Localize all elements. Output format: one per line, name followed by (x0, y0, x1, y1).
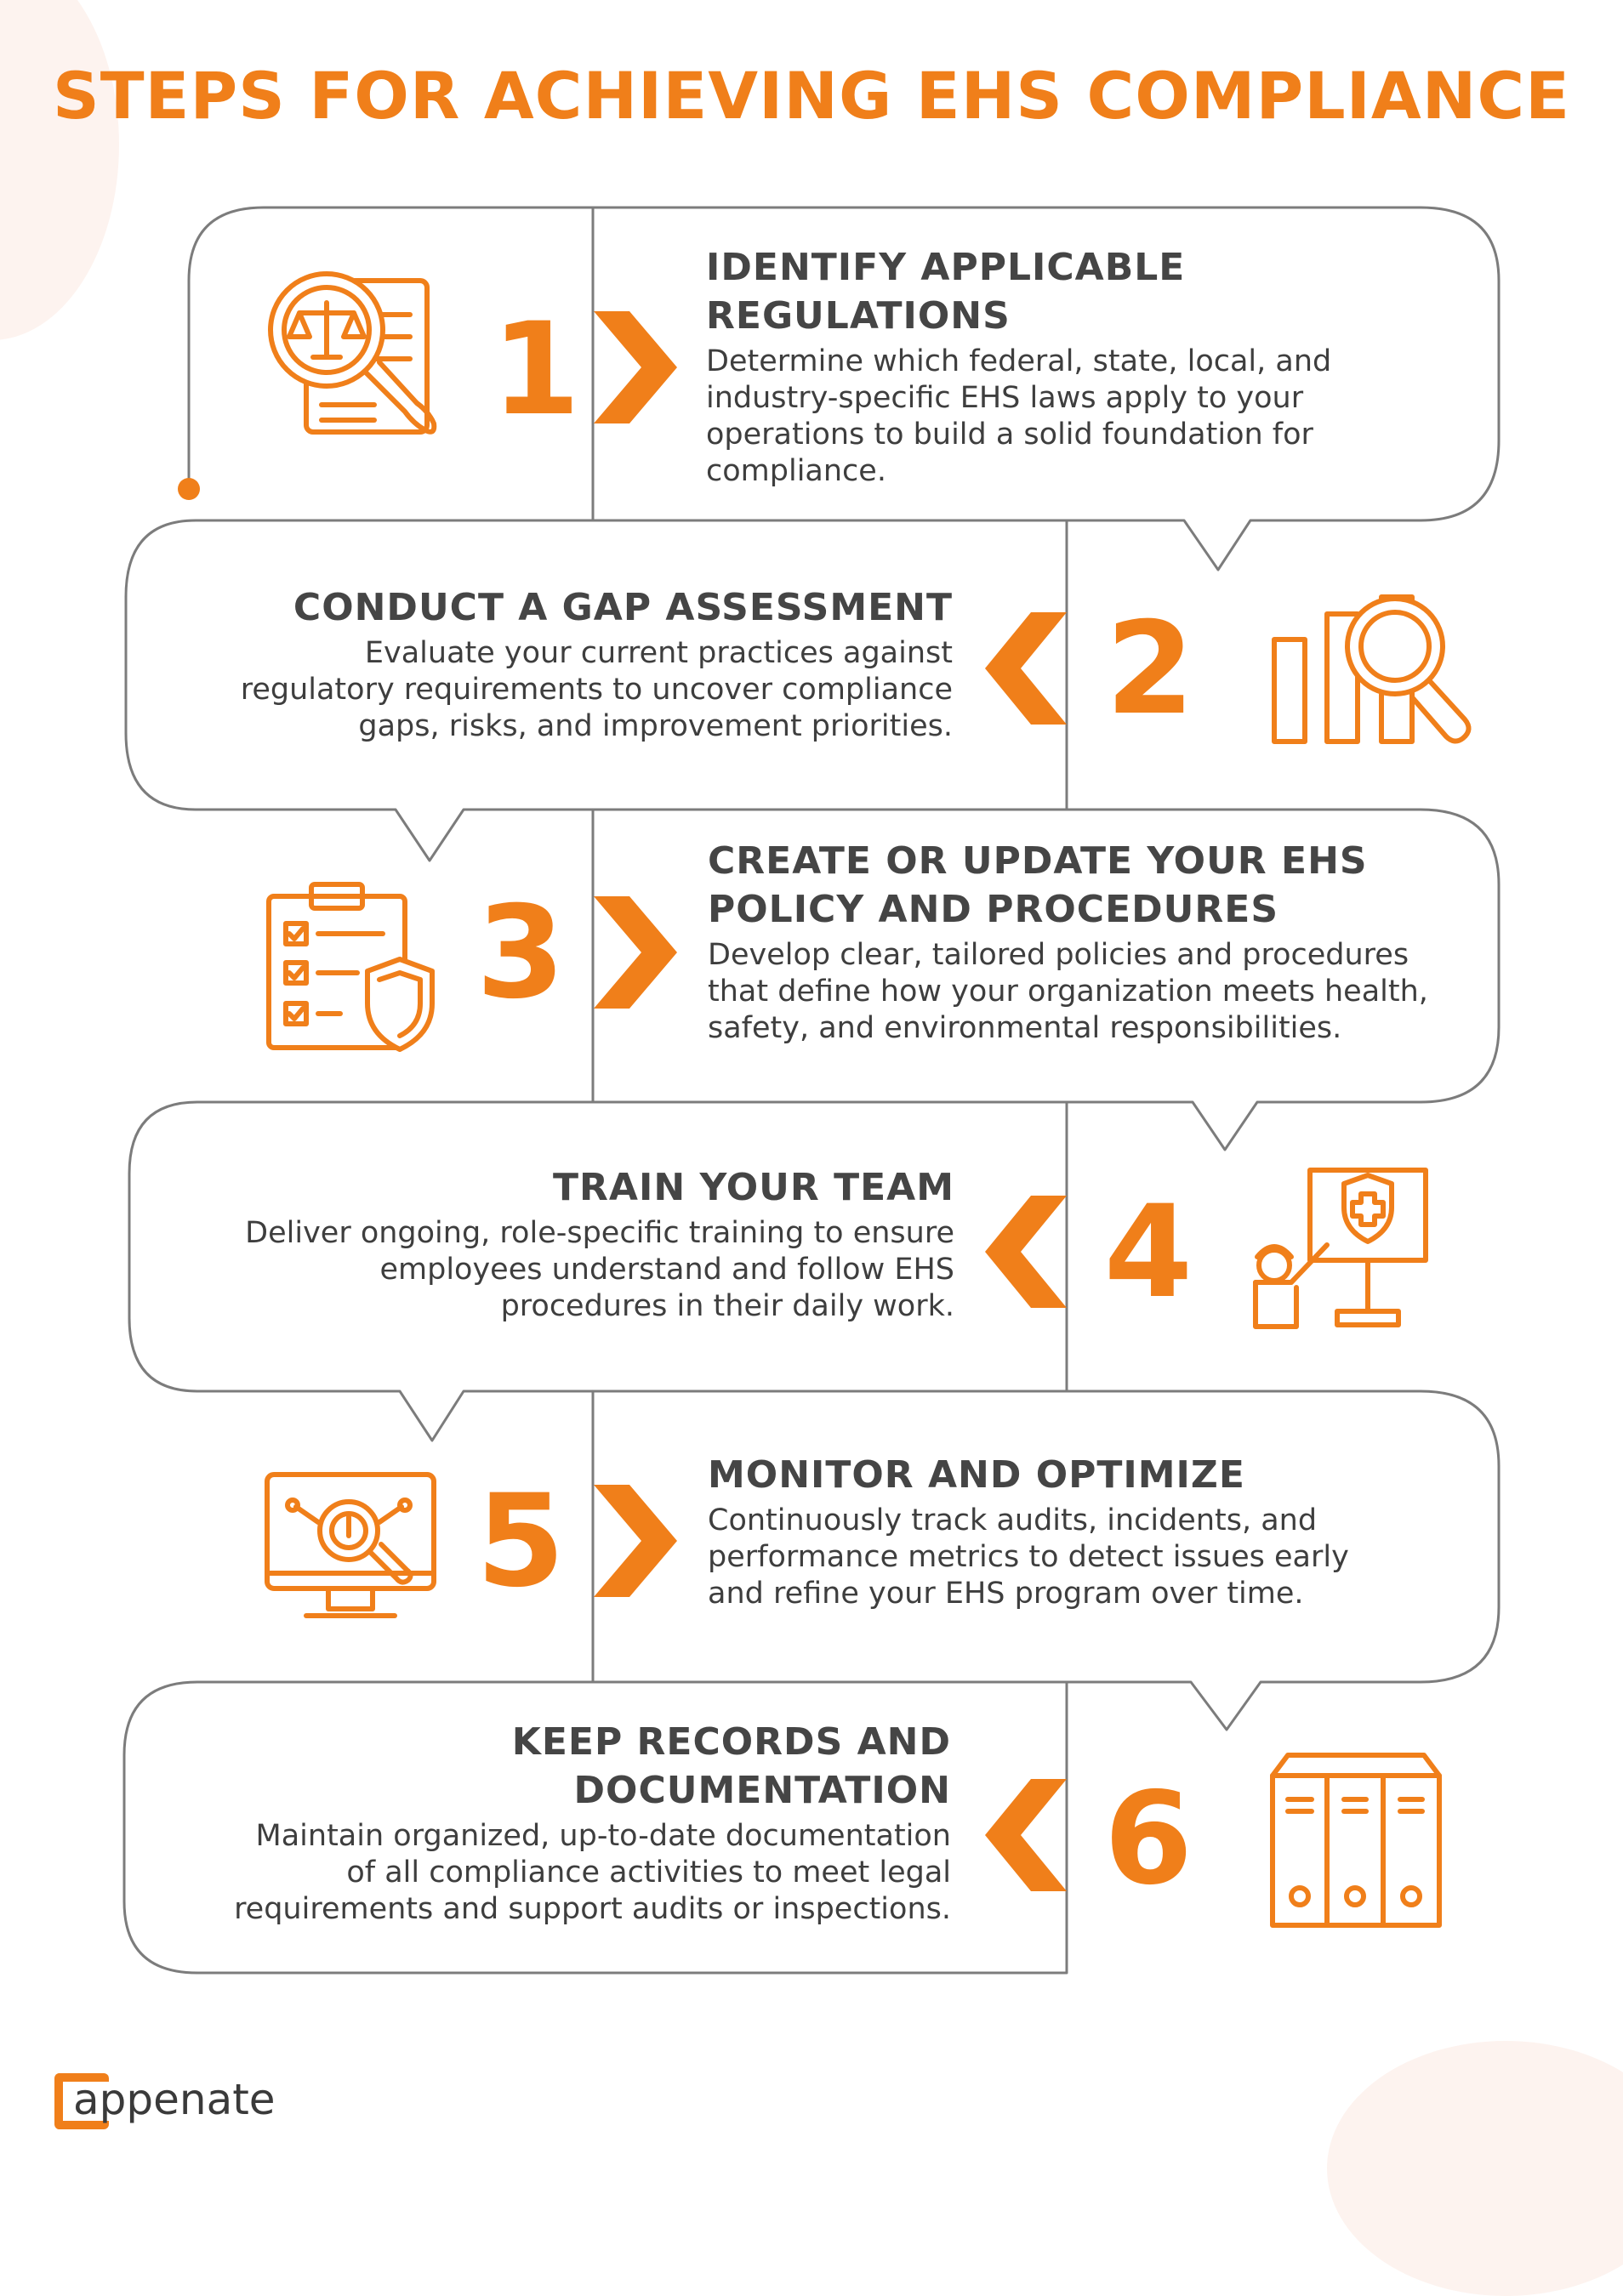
trainer-board-icon (1256, 1170, 1426, 1327)
monitor-magnifier-icon (267, 1475, 434, 1616)
step-number: 3 (476, 879, 566, 1027)
step-desc-line: industry-specific EHS laws apply to your (706, 381, 1304, 415)
step-desc-line: procedures in their daily work. (500, 1289, 954, 1323)
step-4-content (153, 1163, 954, 1325)
step-desc-line: Determine which federal, state, local, and (706, 344, 1332, 378)
step-number: 5 (476, 1468, 566, 1616)
step-title-line: DOCUMENTATION (573, 1769, 951, 1812)
step-3-content (708, 837, 1490, 1047)
step-desc-line: safety, and environmental responsibilities. (708, 1011, 1342, 1045)
brand-logo (51, 2061, 276, 2138)
step-desc-line: requirements and support audits or inspections. (234, 1892, 951, 1926)
step-number: 4 (1103, 1179, 1193, 1327)
step-title-line: MONITOR AND OPTIMIZE (708, 1453, 1245, 1497)
chevron-left-icon (985, 1779, 1067, 1891)
step-title-line: CONDUCT A GAP ASSESSMENT (293, 586, 953, 629)
step-title-line: IDENTIFY APPLICABLE (706, 246, 1186, 289)
clipboard-shield-icon (269, 884, 432, 1049)
step-desc-line: Maintain organized, up-to-date documentation (255, 1819, 951, 1853)
binders-icon (1273, 1755, 1439, 1925)
bar-chart-magnifier-icon (1274, 597, 1469, 742)
step-desc-line: Continuously track audits, incidents, and (708, 1503, 1318, 1537)
regulations-magnifier-icon (270, 274, 434, 432)
brand-name: appenate (73, 2075, 276, 2124)
step-desc-line: regulatory requirements to uncover compliance (240, 673, 953, 707)
chevron-right-icon (594, 311, 677, 423)
step-6-content (145, 1718, 951, 1928)
step-desc-line: gaps, risks, and improvement priorities. (358, 709, 953, 743)
step-2-content (153, 583, 953, 745)
step-desc-line: performance metrics to detect issues early (708, 1540, 1349, 1574)
chevron-right-icon (594, 896, 677, 1009)
step-number: 2 (1105, 595, 1195, 743)
step-title-line: TRAIN YOUR TEAM (553, 1166, 954, 1209)
chevron-left-icon (985, 612, 1067, 725)
chevron-right-icon (594, 1485, 677, 1597)
step-title-line: REGULATIONS (706, 294, 1011, 338)
step-desc-line: employees understand and follow EHS (379, 1253, 954, 1287)
step-title-line: CREATE OR UPDATE YOUR EHS (708, 839, 1368, 883)
step-desc-line: Deliver ongoing, role-specific training to ensure (245, 1216, 954, 1250)
chevron-left-icon (985, 1196, 1067, 1308)
step-number: 1 (491, 296, 581, 444)
step-desc-line: operations to build a solid foundation for (706, 418, 1313, 452)
step-1-content (706, 243, 1472, 490)
step-title-line: POLICY AND PROCEDURES (708, 888, 1279, 931)
step-desc-line: Evaluate your current practices against (364, 636, 953, 670)
step-number: 6 (1103, 1765, 1193, 1913)
step-desc-line: Develop clear, tailored policies and procedures (708, 938, 1409, 972)
page-title: STEPS FOR ACHIEVING EHS COMPLIANCE (52, 58, 1571, 134)
step-title-line: KEEP RECORDS AND (511, 1720, 951, 1764)
step-desc-line: compliance. (706, 454, 886, 488)
step-5-content (708, 1451, 1473, 1612)
step-desc-line: that define how your organization meets health, (708, 975, 1428, 1009)
step-desc-line: and refine your EHS program over time. (708, 1577, 1304, 1611)
step-desc-line: of all compliance activities to meet legal (346, 1856, 951, 1890)
start-dot (178, 478, 200, 500)
